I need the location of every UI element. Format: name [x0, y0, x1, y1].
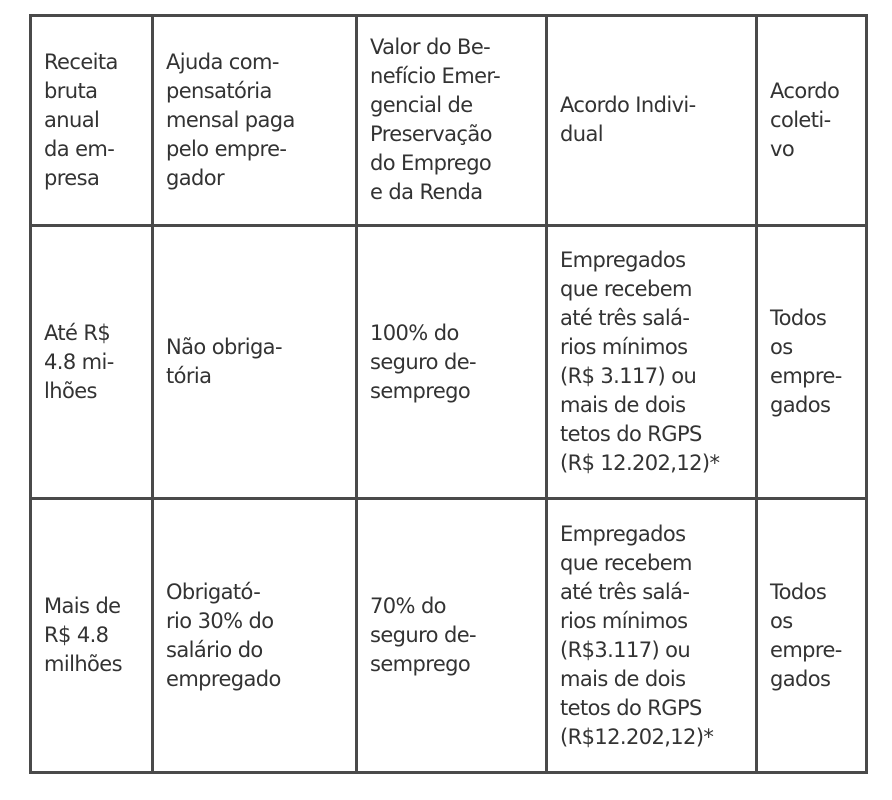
cell-ajuda: Não obriga- tória: [153, 225, 357, 499]
table-row: [31, 225, 867, 499]
table-row: [31, 499, 867, 773]
table-wrapper: [29, 14, 865, 774]
cell-acordo-coletivo: Todos os empre- gados: [757, 225, 867, 499]
header-cell-receita: Receita bruta anual da em- presa: [31, 16, 153, 226]
cell-valor-beneficio: 70% do seguro de- semprego: [357, 499, 547, 773]
cell-acordo-individual: Empregados que recebem até três salá- rios mínimos (R$3.117) ou mais de dois tetos do RGPS (R$12.202,12)*: [547, 499, 757, 773]
cell-acordo-coletivo: Todos os empre- gados: [757, 499, 867, 773]
header-cell-acordo-coletivo: Acordo coleti- vo: [757, 16, 867, 226]
header-cell-valor-beneficio: Valor do Be- nefício Emer- gencial de Preservação do Emprego e da Renda: [357, 16, 547, 226]
table-header-row: [31, 16, 867, 226]
benefit-comparison-table: [29, 14, 868, 774]
cell-valor-beneficio: 100% do seguro de- semprego: [357, 225, 547, 499]
cell-receita: Mais de R$ 4.8 milhões: [31, 499, 153, 773]
cell-acordo-individual: Empregados que recebem até três salá- rios mínimos (R$ 3.117) ou mais de dois tetos do RGPS (R$ 12.202,12)*: [547, 225, 757, 499]
cell-receita: Até R$ 4.8 mi- lhões: [31, 225, 153, 499]
cell-ajuda: Obrigató- rio 30% do salário do empregado: [153, 499, 357, 773]
header-cell-ajuda: Ajuda com- pensatória mensal paga pelo empre- gador: [153, 16, 357, 226]
header-cell-acordo-individual: Acordo Indivi- dual: [547, 16, 757, 226]
